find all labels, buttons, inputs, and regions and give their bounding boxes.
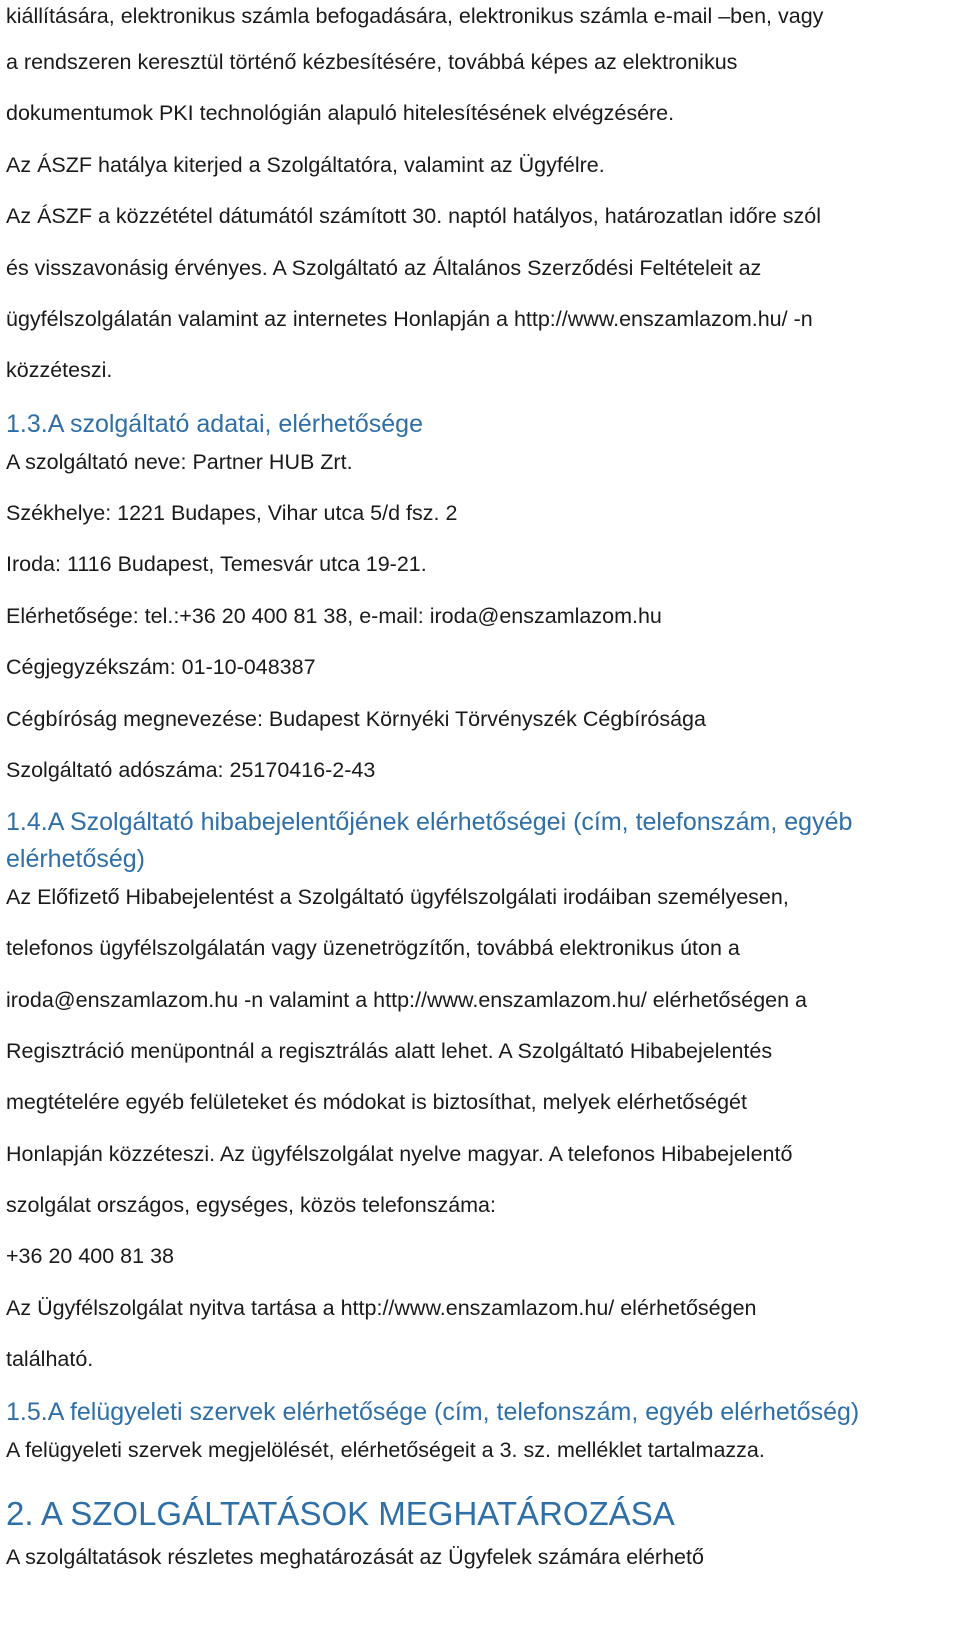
section-1-4-heading-line-1: 1.4.A Szolgáltató hibabejelentőjének elérhetőségei (cím, telefonszám, egyéb <box>6 808 853 836</box>
intro-line-4: Az ÁSZF hatálya kiterjed a Szolgáltatóra, valamint az Ügyfélre. <box>6 153 605 177</box>
section-1-5-line-1: A felügyeleti szervek megjelölését, elérhetőségeit a 3. sz. melléklet tartalmazza. <box>6 1438 765 1462</box>
section-1-4-line-3: iroda@enszamlazom.hu -n valamint a http://www.enszamlazom.hu/ elérhetőségen a <box>6 988 808 1012</box>
section-1-4-line-9: Az Ügyfélszolgálat nyitva tartása a http://www.enszamlazom.hu/ elérhetőségen <box>6 1296 757 1320</box>
provider-office: Iroda: 1116 Budapest, Temesvár utca 19-21. <box>6 552 427 576</box>
intro-line-2: a rendszeren keresztül történő kézbesítésére, továbbá képes az elektronikus <box>6 50 738 74</box>
provider-contact: Elérhetősége: tel.:+36 20 400 81 38, e-mail: iroda@enszamlazom.hu <box>6 604 662 628</box>
intro-line-6: és visszavonásig érvényes. A Szolgáltató az Általános Szerződési Feltételeit az <box>6 256 762 280</box>
section-1-4-line-7: szolgálat országos, egységes, közös telefonszáma: <box>6 1193 496 1217</box>
section-1-4-heading-line-2: elérhetőség) <box>6 845 145 873</box>
hotline-phone-number: +36 20 400 81 38 <box>6 1244 174 1268</box>
section-1-4-line-10: található. <box>6 1347 94 1371</box>
section-2-line-1: A szolgáltatások részletes meghatározását az Ügyfelek számára elérhető <box>6 1545 704 1569</box>
section-1-5-heading: 1.5.A felügyeleti szervek elérhetősége (cím, telefonszám, egyéb elérhetőség) <box>6 1398 860 1426</box>
tax-number: Szolgáltató adószáma: 25170416-2-43 <box>6 758 376 782</box>
intro-line-5: Az ÁSZF a közzététel dátumától számított 30. naptól hatályos, határozatlan időre szól <box>6 204 822 228</box>
section-1-4-line-1: Az Előfizető Hibabejelentést a Szolgáltató ügyfélszolgálati irodáiban személyesen, <box>6 885 789 909</box>
section-1-3-heading: 1.3.A szolgáltató adatai, elérhetősége <box>6 410 423 438</box>
provider-name: A szolgáltató neve: Partner HUB Zrt. <box>6 450 353 474</box>
intro-line-1: kiállítására, elektronikus számla befogadására, elektronikus számla e-mail –ben, vagy <box>6 4 824 28</box>
intro-line-3: dokumentumok PKI technológián alapuló hitelesítésének elvégzésére. <box>6 101 675 125</box>
company-registration-number: Cégjegyzékszám: 01-10-048387 <box>6 655 316 679</box>
section-1-4-line-4: Regisztráció menüpontnál a regisztrálás alatt lehet. A Szolgáltató Hibabejelentés <box>6 1039 773 1063</box>
provider-seat: Székhelye: 1221 Budapes, Vihar utca 5/d fsz. 2 <box>6 501 458 525</box>
section-2-heading: 2. A SZOLGÁLTATÁSOK MEGHATÁROZÁSA <box>6 1495 675 1532</box>
court-of-registration: Cégbíróság megnevezése: Budapest Környéki Törvényszék Cégbírósága <box>6 707 706 731</box>
section-1-4-line-6: Honlapján közzéteszi. Az ügyfélszolgálat nyelve magyar. A telefonos Hibabejelentő <box>6 1142 793 1166</box>
section-1-4-line-2: telefonos ügyfélszolgálatán vagy üzenetrögzítőn, továbbá elektronikus úton a <box>6 936 740 960</box>
section-1-4-line-5: megtételére egyéb felületeket és módokat is biztosíthat, melyek elérhetőségét <box>6 1090 747 1114</box>
intro-line-8: közzéteszi. <box>6 358 113 382</box>
intro-line-7: ügyfélszolgálatán valamint az internetes Honlapján a http://www.enszamlazom.hu/ -n <box>6 307 813 331</box>
